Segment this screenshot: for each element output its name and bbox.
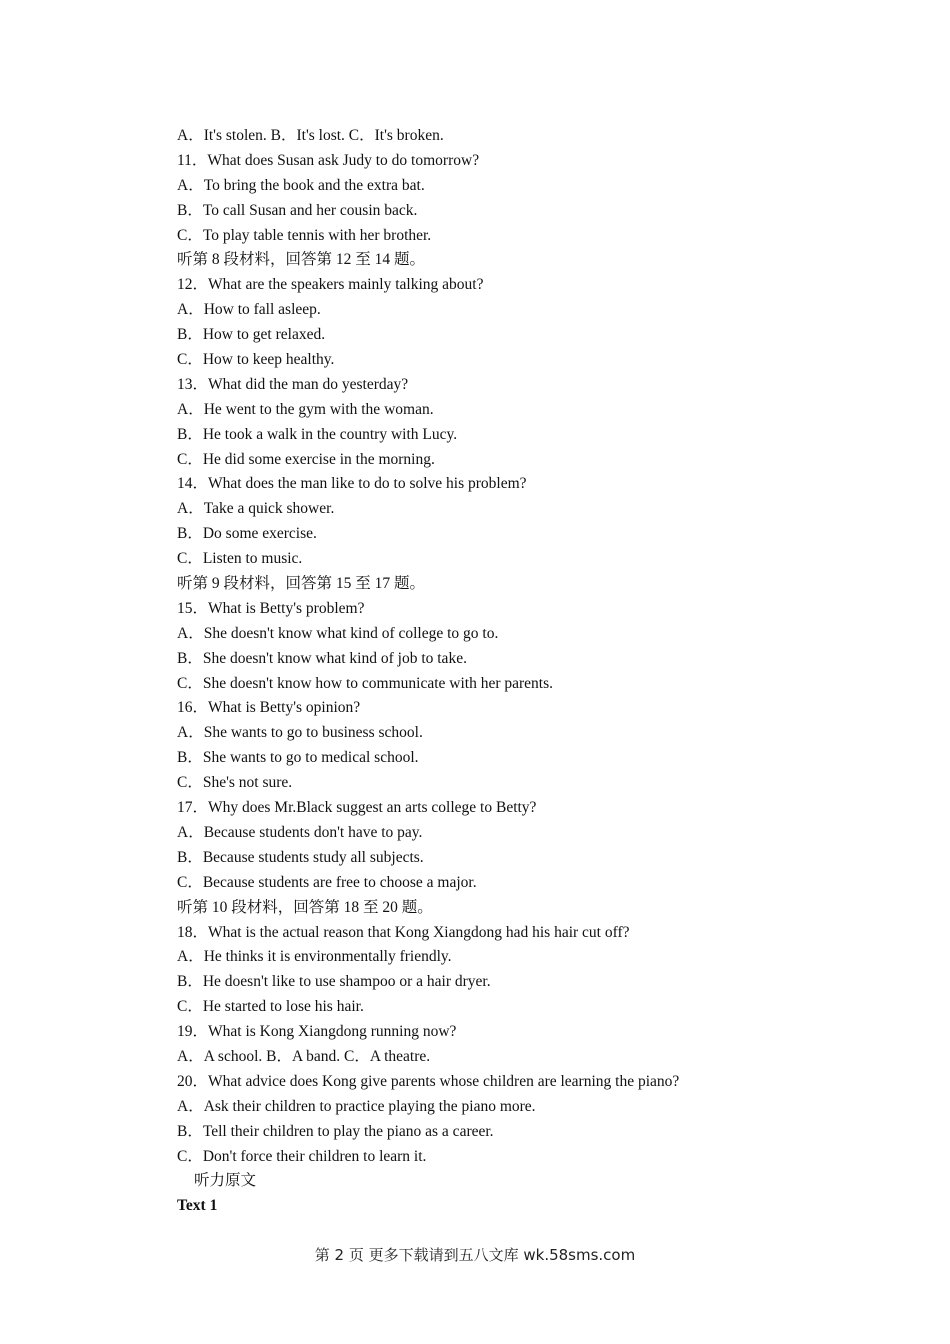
option-line: B．She doesn't know what kind of job to take. (177, 649, 467, 667)
option-line: B．She wants to go to medical school. (177, 749, 419, 767)
option-line: A．He thinks it is environmentally friendly. (177, 948, 452, 966)
option-line: C．He started to lose his hair. (177, 998, 364, 1016)
option-line: B．Do some exercise. (177, 525, 317, 543)
question-line: 19．What is Kong Xiangdong running now? (177, 1023, 457, 1041)
question-line: 14．What does the man like to do to solve his problem? (177, 475, 527, 493)
transcript-heading: 听力原文 (194, 1172, 257, 1190)
section-instruction: 听第 10 段材料，回答第 18 至 20 题。 (177, 898, 433, 916)
option-line: A．Ask their children to practice playing the piano more. (177, 1097, 536, 1115)
option-line: A．Take a quick shower. (177, 500, 335, 518)
section-instruction: 听第 9 段材料，回答第 15 至 17 题。 (177, 575, 426, 593)
option-line: B．To call Susan and her cousin back. (177, 201, 418, 219)
document-body (177, 124, 817, 1219)
question-line: 18．What is the actual reason that Kong Xiangdong had his hair cut off? (177, 923, 630, 941)
option-line: B．Tell their children to play the piano as a career. (177, 1122, 494, 1140)
page-footer: 第 2 页 更多下载请到五八文库 wk.58sms.com (314, 1246, 636, 1264)
option-line: C．He did some exercise in the morning. (177, 450, 435, 468)
text-section-title: Text 1 (177, 1197, 218, 1215)
option-line: A．She wants to go to business school. (177, 724, 423, 742)
option-line: C．Don't force their children to learn it. (177, 1147, 427, 1165)
option-line: C．She doesn't know how to communicate with her parents. (177, 674, 554, 692)
option-line: A．How to fall asleep. (177, 301, 321, 319)
option-line: A．He went to the gym with the woman. (177, 400, 434, 418)
option-line: A．She doesn't know what kind of college to go to. (177, 624, 499, 642)
option-line: A．To bring the book and the extra bat. (177, 176, 425, 194)
option-line: B．How to get relaxed. (177, 326, 326, 344)
option-line: C．To play table tennis with her brother. (177, 226, 432, 244)
question-line: 11．What does Susan ask Judy to do tomorrow? (177, 151, 480, 169)
option-line: C．How to keep healthy. (177, 351, 335, 369)
option-line: A．Because students don't have to pay. (177, 823, 423, 841)
question-line: 16．What is Betty's opinion? (177, 699, 361, 717)
option-line: A．A school. B．A band. C．A theatre. (177, 1047, 431, 1065)
question-line: 17．Why does Mr.Black suggest an arts college to Betty? (177, 799, 537, 817)
section-instruction: 听第 8 段材料，回答第 12 至 14 题。 (177, 251, 426, 269)
question-line: 15．What is Betty's problem? (177, 599, 365, 617)
option-line: B．He took a walk in the country with Lucy. (177, 425, 458, 443)
question-line: 13．What did the man do yesterday? (177, 375, 409, 393)
option-line: C．Listen to music. (177, 550, 303, 568)
option-line: B．Because students study all subjects. (177, 848, 424, 866)
option-line: B．He doesn't like to use shampoo or a hair dryer. (177, 973, 491, 991)
option-line: C．She's not sure. (177, 774, 293, 792)
question-line: 20．What advice does Kong give parents whose children are learning the piano? (177, 1072, 680, 1090)
question-line: 12．What are the speakers mainly talking about? (177, 276, 484, 294)
question-line: A．It's stolen. B．It's lost. C．It's broken. (177, 127, 444, 144)
option-line: C．Because students are free to choose a major. (177, 873, 477, 891)
